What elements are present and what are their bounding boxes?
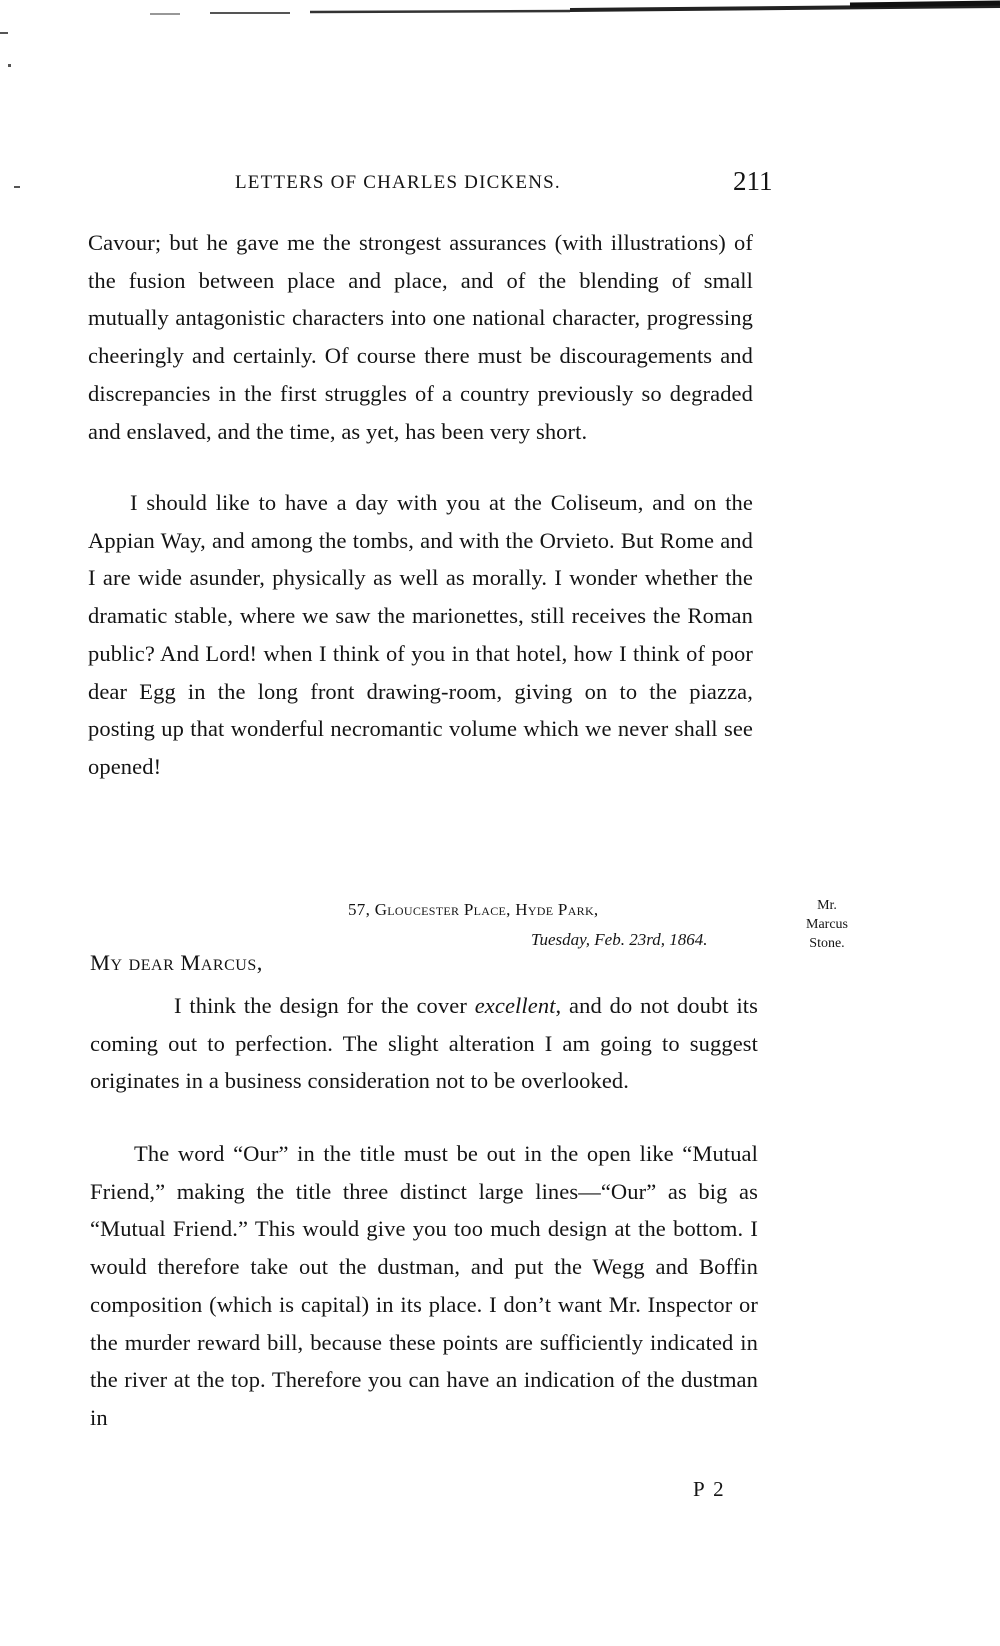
running-head: LETTERS OF CHARLES DICKENS. <box>235 172 561 193</box>
scan-edge-rule <box>150 0 1000 16</box>
letter-address: 57, Gloucester Place, Hyde Park, <box>348 900 599 919</box>
page-number: 211 <box>733 166 773 196</box>
letter-salutation: My dear Marcus, <box>90 950 263 975</box>
paragraph-text: , and do not doubt its coming out to perfection. The slight alteration I am going to suggest originates in a business consideration not to be overlooked. <box>90 993 758 1094</box>
sidenote-line: Mr. <box>817 898 837 913</box>
letter-date: Tuesday, Feb. 23rd, 1864. <box>531 930 708 949</box>
emphasis-text: excellent <box>474 993 556 1018</box>
sidenote-line: Stone. <box>809 936 845 951</box>
sidenote-line: Marcus <box>806 917 848 932</box>
margin-mark <box>8 64 11 67</box>
paragraph-text: I think the design for the cover <box>174 993 475 1018</box>
signature-mark: P 2 <box>693 1477 726 1501</box>
body-paragraph: The word “Our” in the title must be out in the open like “Mutual Friend,” making the title three distinct large lines—“Our” as big as “Mutual Friend.” This would give you too much design at the bottom. I would therefore take out the dustman, and put the Wegg and Boffin composition (which is capital) in its place. I don’t want Mr. Inspector or the murder reward bill, because these points are sufficiently indicated in the river at the top. Therefore you can have an indication of the dustman in <box>90 1141 758 1430</box>
margin-mark <box>0 32 8 34</box>
recipient-sidenote <box>806 896 848 953</box>
margin-mark <box>14 186 20 188</box>
body-paragraph: I should like to have a day with you at the Coliseum, and on the Appian Way, and among the tombs, and with the Orvieto. But Rome and I are wide asunder, physically as well as morally. I wonder whether the dramatic stable, where we saw the marionettes, still receives the Roman public? And Lord! when I think of you in that hotel, how I think of poor dear Egg in the long front drawing-room, giving on to the piazza, posting up that wonderful necromantic volume which we never shall see opened! <box>88 490 753 779</box>
body-paragraph <box>90 987 758 1100</box>
body-paragraph: Cavour; but he gave me the strongest assurances (with illustrations) of the fusion between place and place, and of the blending of small mutually antagonistic characters into one national character, progressing cheeringly and certainly. Of course there must be discouragements and discrepancies in the first struggles of a country previously so degraded and enslaved, and the time, as yet, has been very short. <box>88 230 753 444</box>
